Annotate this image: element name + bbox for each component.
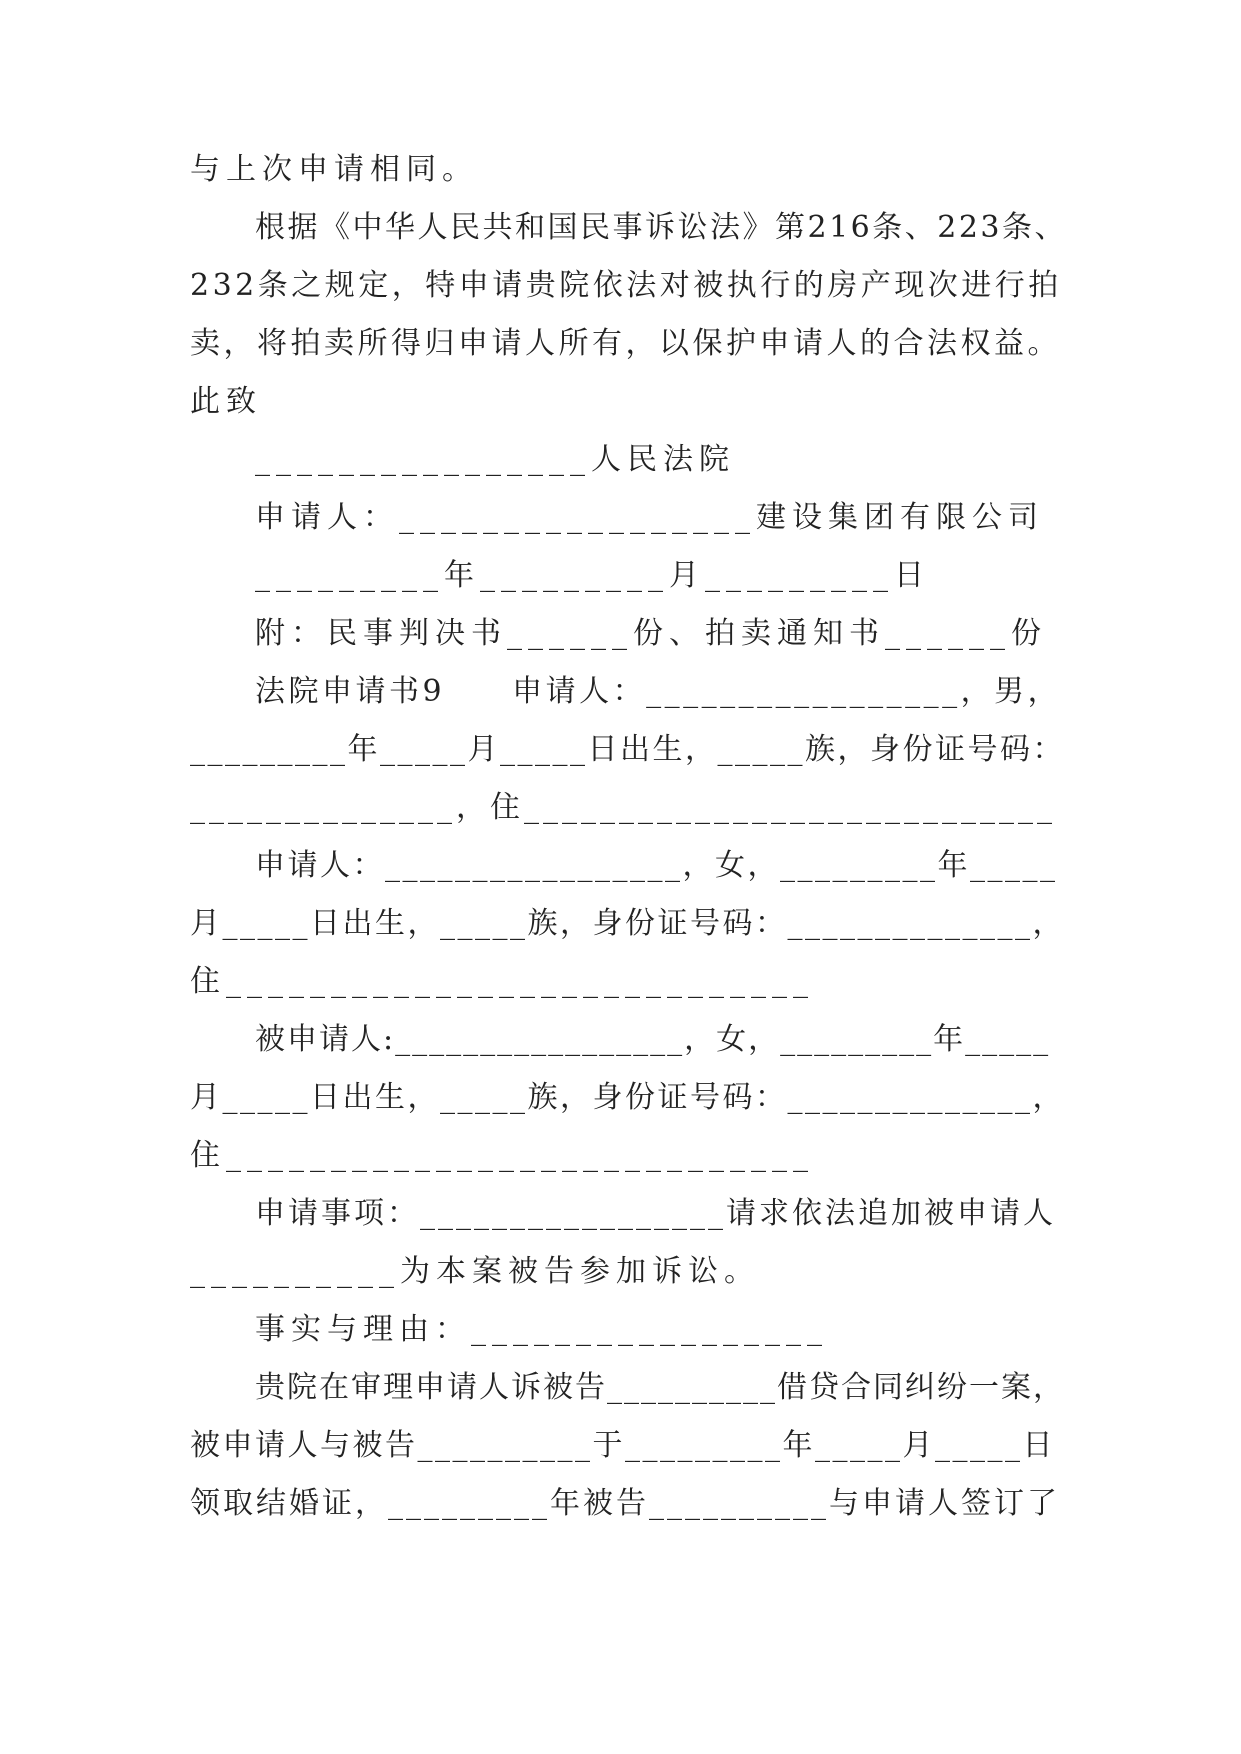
text-line: 申请人：_________________，女，_________年_____ [255, 848, 1058, 883]
text-line: 贵院在审理申请人诉被告__________借贷合同纠纷一案， [255, 1370, 1065, 1405]
text-line: 卖，将拍卖所得归申请人所有，以保护申请人的合法权益。 [190, 326, 1061, 361]
text-line: ______________，住____________________________ [190, 790, 1056, 825]
text-line: 住____________________________ [190, 1138, 814, 1173]
text-line: 事实与理由：_________________ [255, 1312, 828, 1347]
text-line: 被申请人与被告__________于_________年_____月_____日 [190, 1428, 1055, 1463]
text-line: 月_____日出生，_____族，身份证号码：______________， [190, 906, 1065, 941]
text-line: 232条之规定，特申请贵院依法对被执行的房产现次进行拍 [190, 268, 1062, 303]
text-line: 法院申请书9 申请人：_________________，男， [255, 674, 1062, 709]
text-line: 申请人：_________________建设集团有限公司 [255, 500, 1044, 535]
text-line: 附：民事判决书______份、拍卖通知书______份 [255, 616, 1047, 651]
text-line: ________________人民法院 [255, 442, 735, 477]
text-line: _________年_________月_________日 [255, 558, 930, 593]
text-line: 与上次申请相同。 [190, 152, 478, 187]
text-line: 被申请人:_________________，女，_________年_____ [255, 1022, 1051, 1057]
text-line: 住____________________________ [190, 964, 814, 999]
text-line: 月_____日出生，_____族，身份证号码：______________， [190, 1080, 1065, 1115]
text-line: 申请事项：_________________请求依法追加被申请人 [255, 1196, 1056, 1231]
text-line: 根据《中华人民共和国民事诉讼法》第216条、223条、 [255, 210, 1068, 245]
text-line: __________为本案被告参加诉讼。 [190, 1254, 760, 1289]
text-line: 领取结婚证，_________年被告__________与申请人签订了 [190, 1486, 1060, 1521]
text-line: 此致 [190, 384, 262, 419]
text-line: _________年_____月_____日出生，_____族，身份证号码： [190, 732, 1065, 767]
